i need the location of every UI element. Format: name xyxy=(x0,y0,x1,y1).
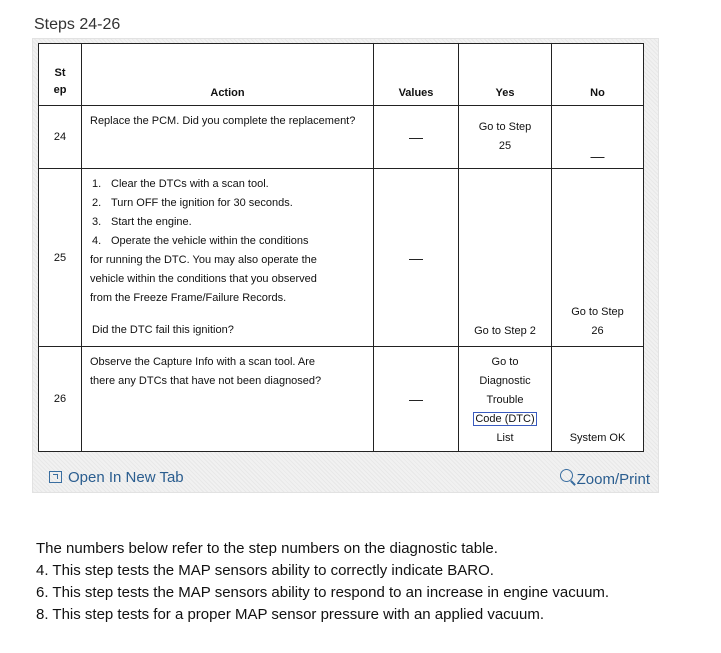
diagnostic-table-figure xyxy=(32,38,659,493)
header-step: St ep xyxy=(39,44,82,106)
step-number: 24 xyxy=(39,106,82,169)
no-cell: System OK xyxy=(552,347,644,452)
action-text: Replace the PCM. Did you complete the replacement? xyxy=(90,115,356,127)
open-in-new-tab-link[interactable] xyxy=(49,469,184,486)
values-cell: — xyxy=(374,169,459,347)
yes-cell: Go to Step 2 xyxy=(459,169,552,347)
list-item: 1. Clear the DTCs with a scan tool. xyxy=(92,178,269,190)
zoom-icon xyxy=(560,469,573,482)
yes-cell xyxy=(459,347,552,452)
diagnostic-table xyxy=(38,43,644,452)
header-action: Action xyxy=(82,44,374,106)
zoom-print-label: Zoom/Print xyxy=(576,471,650,488)
list-item: 4. Operate the vehicle within the conditions xyxy=(92,235,309,247)
values-cell: — xyxy=(374,347,459,452)
section-heading: Steps 24-26 xyxy=(34,16,121,33)
note-line: 6. This step tests the MAP sensors ability to respond to an increase in engine vacuum. xyxy=(36,584,610,601)
step-number: 26 xyxy=(39,347,82,452)
action-steps-list xyxy=(90,175,373,251)
table-header-row xyxy=(39,44,644,106)
action-continuation: for running the DTC. You may also operate the vehicle within the conditions that you observed from the Freeze Frame/Failure Records. xyxy=(90,254,317,304)
action-cell xyxy=(82,169,374,347)
header-yes: Yes xyxy=(459,44,552,106)
list-item: 2. Turn OFF the ignition for 30 seconds. xyxy=(92,197,293,209)
dtc-list-link[interactable]: Code (DTC) xyxy=(475,413,535,425)
header-values: Values xyxy=(374,44,459,106)
step-number: 25 xyxy=(39,169,82,347)
yes-text: Go to Diagnostic Trouble xyxy=(479,356,531,406)
yes-cell: Go to Step 25 xyxy=(459,106,552,169)
action-question: Did the DTC fail this ignition? xyxy=(92,324,234,336)
open-in-new-tab-label: Open In New Tab xyxy=(68,469,184,486)
no-cell: Go to Step 26 xyxy=(552,169,644,347)
table-row xyxy=(39,169,644,347)
values-cell: — xyxy=(374,106,459,169)
yes-text-list: List xyxy=(496,432,514,444)
table-row xyxy=(39,347,644,452)
table-row xyxy=(39,106,644,169)
no-cell: — xyxy=(552,106,644,169)
note-line: 8. This step tests for a proper MAP sensor pressure with an applied vacuum. xyxy=(36,606,545,623)
action-cell xyxy=(82,347,374,452)
open-in-new-tab-icon xyxy=(49,471,62,483)
action-text: Observe the Capture Info with a scan tool. Are there any DTCs that have not been diagnosed? xyxy=(90,356,322,387)
note-line: The numbers below refer to the step numbers on the diagnostic table. xyxy=(36,540,498,557)
notes-section xyxy=(36,538,609,626)
action-cell xyxy=(82,106,374,169)
zoom-print-link[interactable] xyxy=(560,469,650,488)
header-no: No xyxy=(552,44,644,106)
note-line: 4. This step tests the MAP sensors ability to correctly indicate BARO. xyxy=(36,562,494,579)
list-item: 3. Start the engine. xyxy=(92,216,192,228)
figure-toolbar xyxy=(45,467,650,489)
